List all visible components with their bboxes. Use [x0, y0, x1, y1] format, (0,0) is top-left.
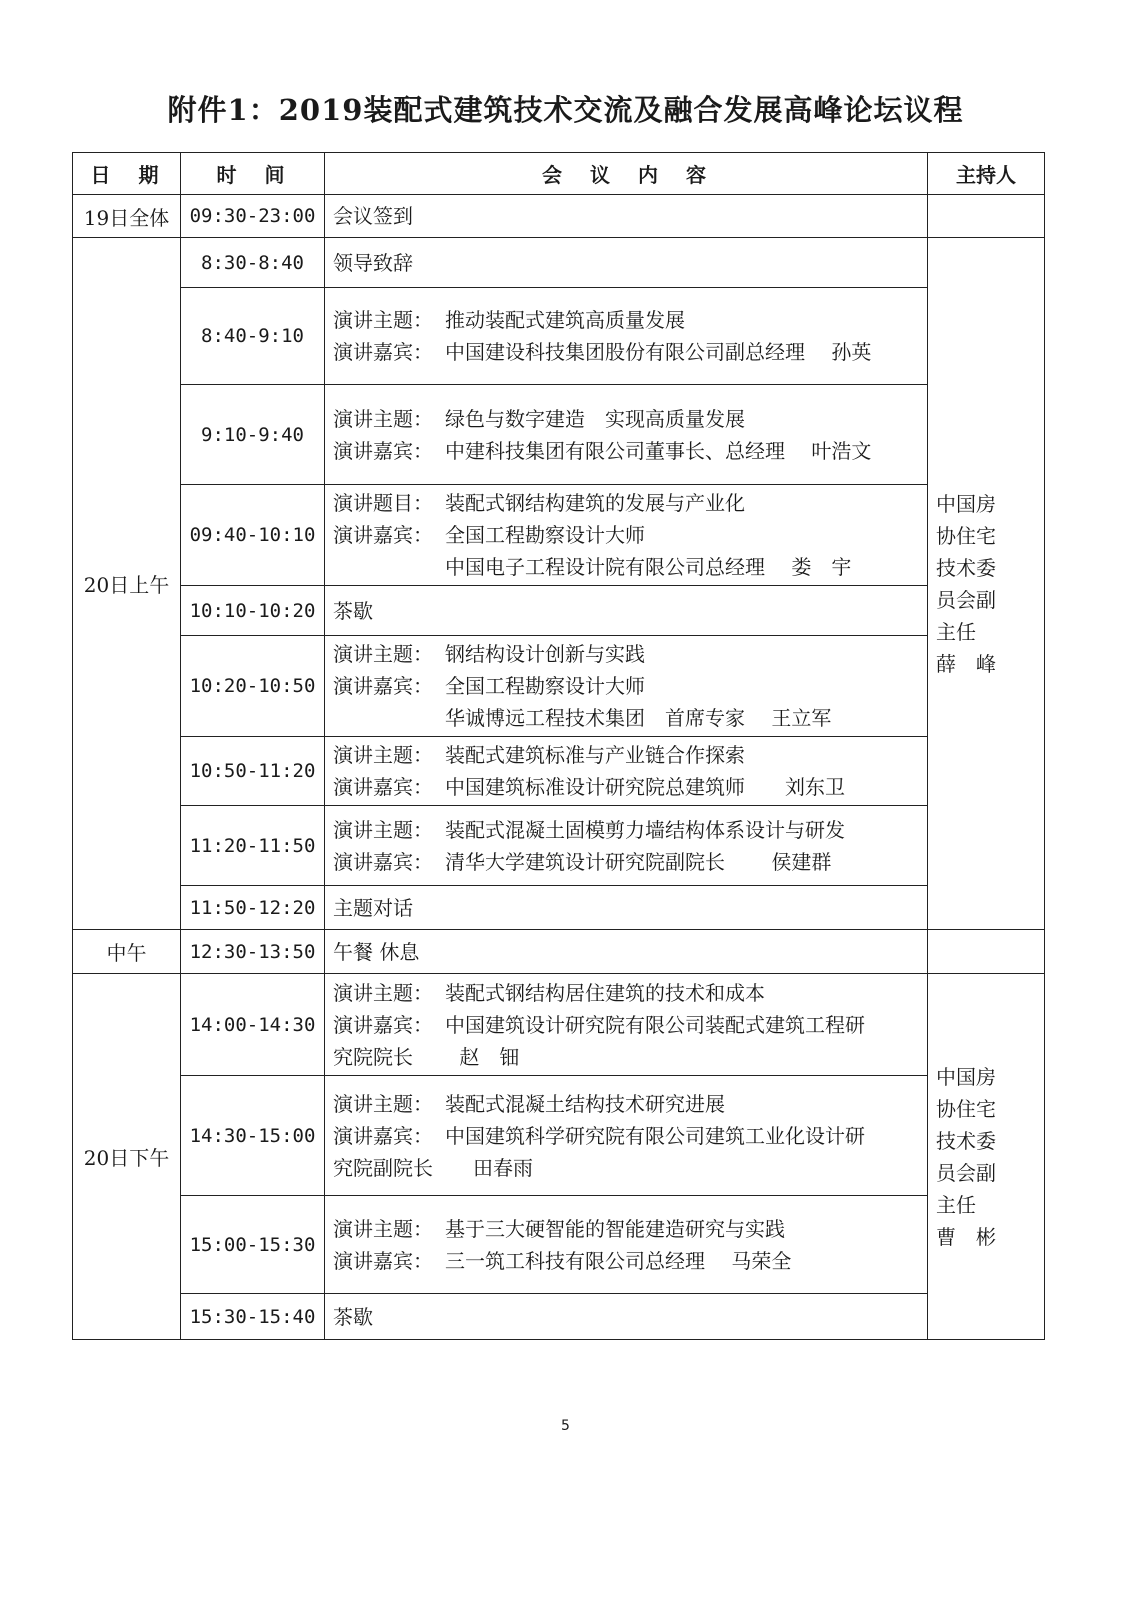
guest-text-2: 中国电子工程设计院有限公司总经理 娄 宇 — [445, 555, 852, 579]
agenda-row — [73, 238, 1045, 288]
content-cell: 主题对话 — [325, 886, 928, 930]
agenda-row — [73, 1196, 1045, 1294]
content-cell: 午餐 休息 — [325, 930, 928, 974]
agenda-row — [73, 586, 1045, 636]
guest-label: 演讲嘉宾： — [333, 674, 433, 698]
time-cell: 14:30-15:00 — [181, 1076, 325, 1196]
agenda-row — [73, 886, 1045, 930]
content-cell — [325, 485, 928, 586]
topic-text: 装配式钢结构建筑的发展与产业化 — [445, 491, 745, 515]
header-time: 时 间 — [181, 153, 325, 195]
host-line: 薛 峰 — [936, 651, 996, 676]
time-cell: 9:10-9:40 — [181, 385, 325, 485]
topic-text: 装配式混凝土固模剪力墙结构体系设计与研发 — [445, 817, 845, 842]
guest-label: 演讲嘉宾： — [333, 775, 433, 799]
topic-text: 装配式钢结构居住建筑的技术和成本 — [445, 980, 765, 1005]
host-cell-morning — [928, 238, 1045, 930]
guest-label: 演讲嘉宾： — [333, 1012, 433, 1037]
content-cell — [325, 1076, 928, 1196]
agenda-row — [73, 974, 1045, 1076]
topic-text: 绿色与数字建造 实现高质量发展 — [445, 406, 745, 431]
page-number: 5 — [561, 1418, 570, 1434]
content-cell — [325, 385, 928, 485]
guest-text: 中建科技集团有限公司董事长、总经理 叶浩文 — [445, 438, 872, 463]
date-cell: 中午 — [73, 930, 181, 974]
topic-label: 演讲主题： — [333, 642, 433, 666]
guest-text: 三一筑工科技有限公司总经理 马荣全 — [445, 1248, 792, 1273]
guest-text: 全国工程勘察设计大师 — [445, 674, 645, 698]
agenda-row — [73, 485, 1045, 586]
host-line: 员会副 — [936, 587, 996, 612]
guest-text: 中国建筑设计研究院有限公司装配式建筑工程研 — [445, 1012, 865, 1037]
host-line: 中国房 — [936, 491, 996, 516]
topic-label: 演讲主题： — [333, 406, 433, 431]
host-line: 主任 — [936, 1192, 976, 1217]
guest-text-cont: 究院副院长 田春雨 — [333, 1155, 533, 1180]
guest-text: 中国建筑标准设计研究院总建筑师 刘东卫 — [445, 775, 845, 799]
time-cell: 11:50-12:20 — [181, 886, 325, 930]
host-line: 员会副 — [936, 1160, 996, 1185]
time-cell: 10:10-10:20 — [181, 586, 325, 636]
content-cell: 茶歇 — [325, 586, 928, 636]
date-cell-afternoon: 20日下午 — [73, 974, 181, 1340]
guest-text: 全国工程勘察设计大师 — [445, 523, 645, 547]
header-host: 主持人 — [928, 153, 1045, 195]
topic-label: 演讲主题： — [333, 817, 433, 842]
sign-in-row — [73, 195, 1045, 238]
guest-label: 演讲嘉宾： — [333, 523, 433, 547]
host-line: 技术委 — [936, 555, 996, 580]
agenda-row — [73, 1076, 1045, 1196]
topic-label: 演讲主题： — [333, 980, 433, 1005]
content-cell — [325, 1196, 928, 1294]
topic-text: 装配式建筑标准与产业链合作探索 — [445, 743, 745, 767]
document-title: 附件1：2019装配式建筑技术交流及融合发展高峰论坛议程 — [167, 93, 964, 127]
time-cell: 12:30-13:50 — [181, 930, 325, 974]
agenda-row — [73, 737, 1045, 806]
topic-label: 演讲主题： — [333, 1091, 433, 1116]
agenda-row — [73, 288, 1045, 385]
guest-label: 演讲嘉宾： — [333, 849, 433, 874]
host-line: 协住宅 — [936, 1096, 996, 1121]
content-cell — [325, 806, 928, 886]
header-row — [73, 153, 1045, 195]
host-line: 协住宅 — [936, 523, 996, 548]
header-date: 日 期 — [73, 153, 181, 195]
time-cell: 15:30-15:40 — [181, 1294, 325, 1340]
time-cell: 10:20-10:50 — [181, 636, 325, 737]
topic-label: 演讲题目： — [333, 491, 433, 515]
topic-text: 钢结构设计创新与实践 — [445, 642, 645, 666]
time-cell: 14:00-14:30 — [181, 974, 325, 1076]
agenda-row — [73, 385, 1045, 485]
content-cell — [325, 288, 928, 385]
guest-text: 中国建设科技集团股份有限公司副总经理 孙英 — [445, 340, 872, 364]
guest-text-cont: 究院院长 赵 钿 — [333, 1044, 520, 1069]
guest-text: 中国建筑科学研究院有限公司建筑工业化设计研 — [445, 1123, 865, 1148]
time-cell: 10:50-11:20 — [181, 737, 325, 806]
time-cell: 8:30-8:40 — [181, 238, 325, 288]
topic-label: 演讲主题： — [333, 743, 433, 767]
content-cell: 茶歇 — [325, 1294, 928, 1340]
header-content: 会 议 内 容 — [325, 153, 928, 195]
content-cell — [325, 974, 928, 1076]
topic-text: 装配式混凝土结构技术研究进展 — [445, 1091, 725, 1116]
agenda-row — [73, 806, 1045, 886]
host-cell — [928, 930, 1045, 974]
time-cell: 15:00-15:30 — [181, 1196, 325, 1294]
host-line: 主任 — [936, 619, 976, 644]
host-cell-afternoon — [928, 974, 1045, 1340]
content-cell — [325, 737, 928, 806]
date-cell-morning: 20日上午 — [73, 238, 181, 930]
date-cell: 19日全体 — [73, 195, 181, 238]
topic-label: 演讲主题： — [333, 308, 433, 332]
agenda-row — [73, 636, 1045, 737]
topic-text: 基于三大硬智能的智能建造研究与实践 — [445, 1216, 785, 1241]
noon-row — [73, 930, 1045, 974]
time-cell: 11:20-11:50 — [181, 806, 325, 886]
time-cell: 09:30-23:00 — [181, 195, 325, 238]
guest-label: 演讲嘉宾： — [333, 438, 433, 463]
agenda-table — [72, 152, 1045, 1340]
topic-text: 推动装配式建筑高质量发展 — [445, 308, 685, 332]
content-cell: 会议签到 — [325, 195, 928, 238]
guest-text: 清华大学建筑设计研究院副院长 侯建群 — [445, 849, 832, 874]
guest-label: 演讲嘉宾： — [333, 340, 433, 364]
content-cell: 领导致辞 — [325, 238, 928, 288]
time-cell: 8:40-9:10 — [181, 288, 325, 385]
time-cell: 09:40-10:10 — [181, 485, 325, 586]
host-line: 曹 彬 — [936, 1224, 996, 1249]
guest-label: 演讲嘉宾： — [333, 1123, 433, 1148]
topic-label: 演讲主题： — [333, 1216, 433, 1241]
host-line: 中国房 — [936, 1064, 996, 1089]
guest-text-2: 华诚博远工程技术集团 首席专家 王立军 — [445, 706, 832, 730]
host-cell — [928, 195, 1045, 238]
agenda-row — [73, 1294, 1045, 1340]
host-line: 技术委 — [936, 1128, 996, 1153]
content-cell — [325, 636, 928, 737]
guest-label: 演讲嘉宾： — [333, 1248, 433, 1273]
